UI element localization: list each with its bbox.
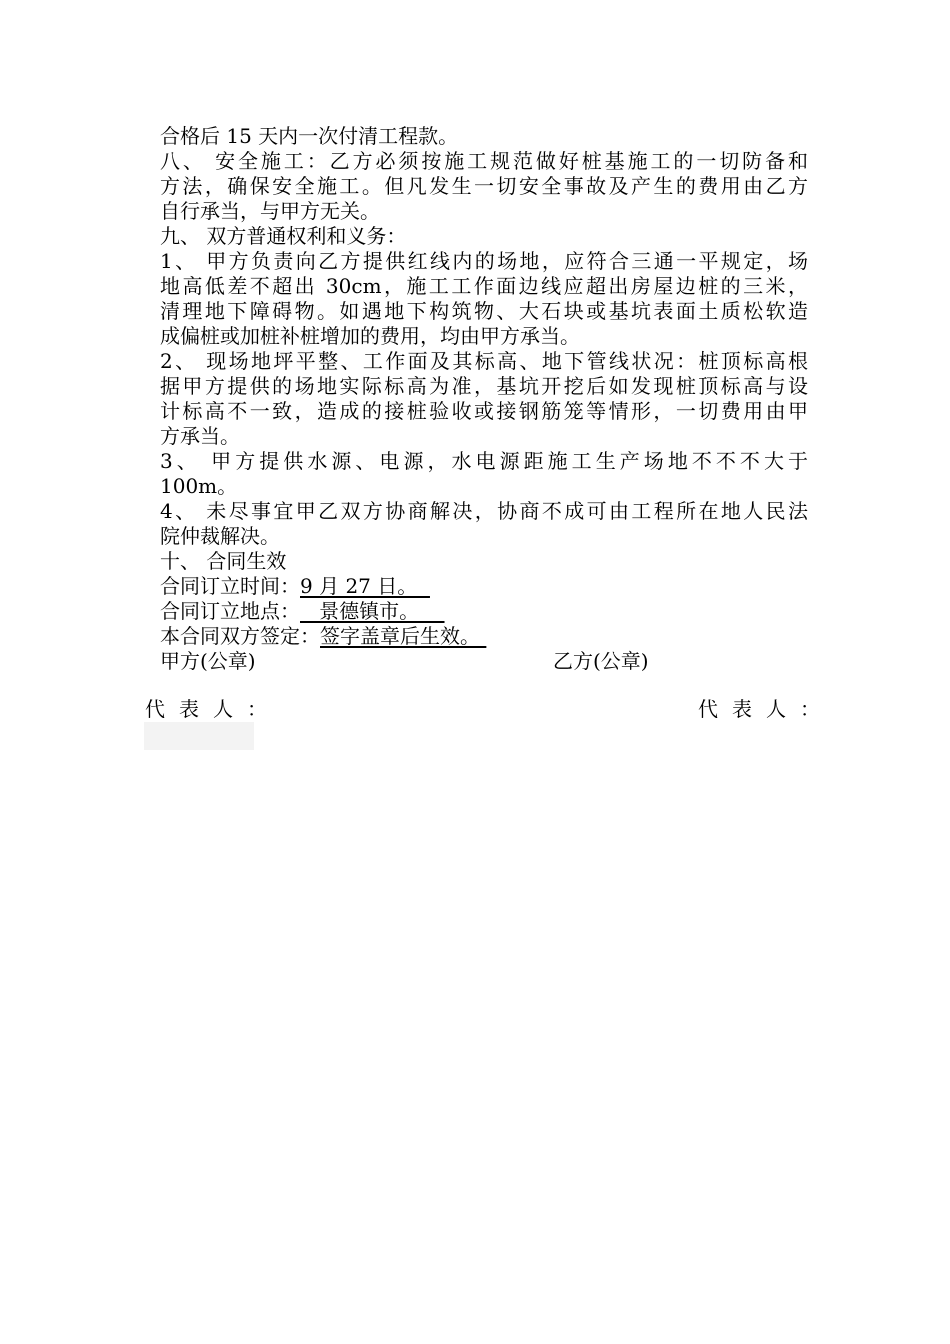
paragraph-line: 地高低差不超出 30cm，施工工作面边线应超出房屋边桩的三米，: [160, 274, 808, 298]
clause-4: 4、 未尽事宜甲乙双方协商解决，协商不成可由工程所在地人民法: [160, 499, 808, 523]
representative-right: 代表人：: [698, 697, 834, 721]
representative-left: 代表人：: [145, 697, 281, 721]
clause-2: 2、 现场地坪平整、工作面及其标高、地下管线状况：桩顶标高根: [160, 349, 808, 373]
clause-1: 1、 甲方负责向乙方提供红线内的场地，应符合三通一平规定，场: [160, 249, 808, 273]
paragraph-line: 清理地下障碍物。如遇地下构筑物、大石块或基坑表面土质松软造: [160, 299, 808, 323]
paragraph-line: 据甲方提供的场地实际标高为准，基坑开挖后如发现桩顶标高与设: [160, 374, 808, 398]
section-9-heading: 九、 双方普通权利和义务：: [160, 224, 407, 248]
contract-time-value: 9 月 27 日。: [300, 574, 430, 598]
paragraph-line: 成偏桩或加桩补桩增加的费用，均由甲方承当。: [160, 324, 580, 348]
paragraph-line: 合格后 15 天内一次付清工程款。: [160, 124, 459, 148]
parties-row: [160, 649, 808, 674]
signature-field: [144, 722, 254, 750]
contract-place-value: 景德镇市。: [300, 599, 445, 623]
paragraph-line: 计标高不一致，造成的接桩验收或接钢筋笼等情形，一切费用由甲: [160, 399, 808, 423]
paragraph-line: 方承当。: [160, 424, 240, 448]
section-8-heading: 八、 安全施工：乙方必须按施工规范做好桩基施工的一切防备和: [160, 149, 808, 173]
paragraph-line: 100m。: [160, 474, 238, 498]
section-10-heading: 十、 合同生效: [160, 549, 287, 573]
paragraph-line: 院仲裁解决。: [160, 524, 280, 548]
contract-place-row: [160, 599, 808, 624]
contract-place-label: 合同订立地点：: [160, 599, 300, 623]
contract-sign-value: 签字盖章后生效。: [320, 624, 487, 648]
party-a-seal: 甲方(公章): [160, 649, 256, 673]
paragraph-line: 方法，确保安全施工。但凡发生一切安全事故及产生的费用由乙方: [160, 174, 808, 198]
party-b-seal: 乙方(公章): [553, 649, 649, 673]
contract-time-row: [160, 574, 808, 599]
contract-sign-row: [160, 624, 808, 649]
clause-3: 3、 甲方提供水源、电源，水电源距施工生产场地不不不大于: [160, 449, 808, 473]
paragraph-line: 自行承当，与甲方无关。: [160, 199, 380, 223]
contract-time-label: 合同订立时间：: [160, 574, 300, 598]
contract-sign-label: 本合同双方签定：: [160, 624, 320, 648]
